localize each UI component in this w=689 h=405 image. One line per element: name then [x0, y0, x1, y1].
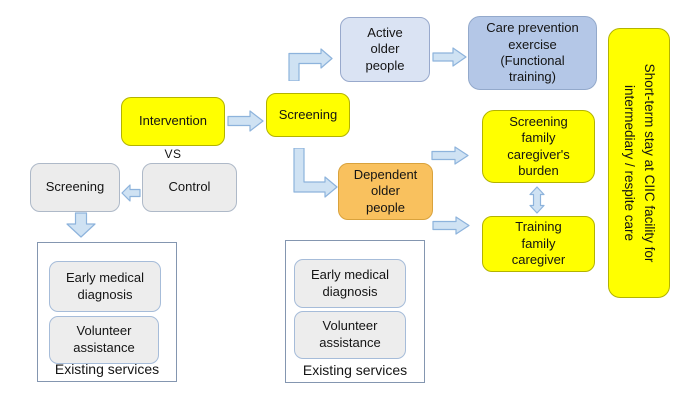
node-intervention: [121, 97, 225, 146]
arrow-dependent-to-training-caregiver: [432, 216, 470, 235]
node-training-caregiver: [482, 216, 595, 272]
existing-services-left-group: [37, 242, 177, 382]
node-short-term-stay: [608, 28, 670, 298]
vs-label: VS: [164, 147, 182, 161]
service-early-medical-diagnosis: [294, 259, 406, 308]
node-care-prevention-exercise-label: Care prevention exercise (Functional training): [486, 20, 579, 85]
arrow-burden-training-bidirectional: [529, 186, 545, 214]
existing-services-middle-group: [285, 240, 425, 383]
arrow-dependent-to-caregiver-burden: [431, 146, 469, 165]
node-short-term-stay-line2: intermediary / respite care: [622, 84, 637, 242]
node-screening-caregiver-burden-label: Screening family caregiver's burden: [507, 114, 570, 178]
service-volunteer-assistance-label: Volunteer assistance: [73, 323, 135, 355]
node-control-label: Control: [168, 179, 211, 195]
existing-services-left-caption: Existing services: [54, 361, 160, 377]
node-active-older-people-label: Active older people: [365, 24, 405, 73]
service-early-medical-diagnosis-label: Early medical diagnosis: [65, 269, 145, 302]
arrow-intervention-to-screening: [227, 110, 264, 132]
node-screening-main: [266, 93, 350, 137]
node-dependent-older-people: [338, 163, 433, 220]
node-dependent-older-people-label: Dependent older people: [353, 166, 418, 215]
service-early-medical-diagnosis-label: Early medical diagnosis: [310, 266, 390, 299]
service-volunteer-assistance: [49, 316, 159, 364]
node-screening-caregiver-burden: [482, 110, 595, 183]
arrow-screening-to-existing-services: [66, 212, 96, 238]
service-volunteer-assistance-label: Volunteer assistance: [319, 318, 381, 350]
arrow-screening-to-active-elbow: [288, 48, 333, 81]
node-screening-control-arm: [30, 163, 120, 212]
service-early-medical-diagnosis: [49, 261, 161, 312]
service-volunteer-assistance: [294, 311, 406, 359]
node-care-prevention-exercise: [468, 16, 597, 90]
node-screening-control-arm-label: Screening: [45, 179, 105, 195]
node-active-older-people: [340, 17, 430, 82]
node-screening-main-label: Screening: [278, 106, 338, 122]
node-control: [142, 163, 237, 212]
arrow-screening-to-dependent-elbow: [293, 148, 338, 200]
existing-services-middle-caption: Existing services: [302, 362, 408, 378]
node-training-caregiver-label: Training family caregiver: [511, 219, 566, 268]
node-intervention-label: Intervention: [139, 113, 207, 129]
arrow-control-to-screening: [121, 184, 141, 202]
arrow-active-to-care-prevention: [432, 47, 467, 67]
node-short-term-stay-line1: Short-term stay at CIIC facility for: [641, 63, 657, 263]
